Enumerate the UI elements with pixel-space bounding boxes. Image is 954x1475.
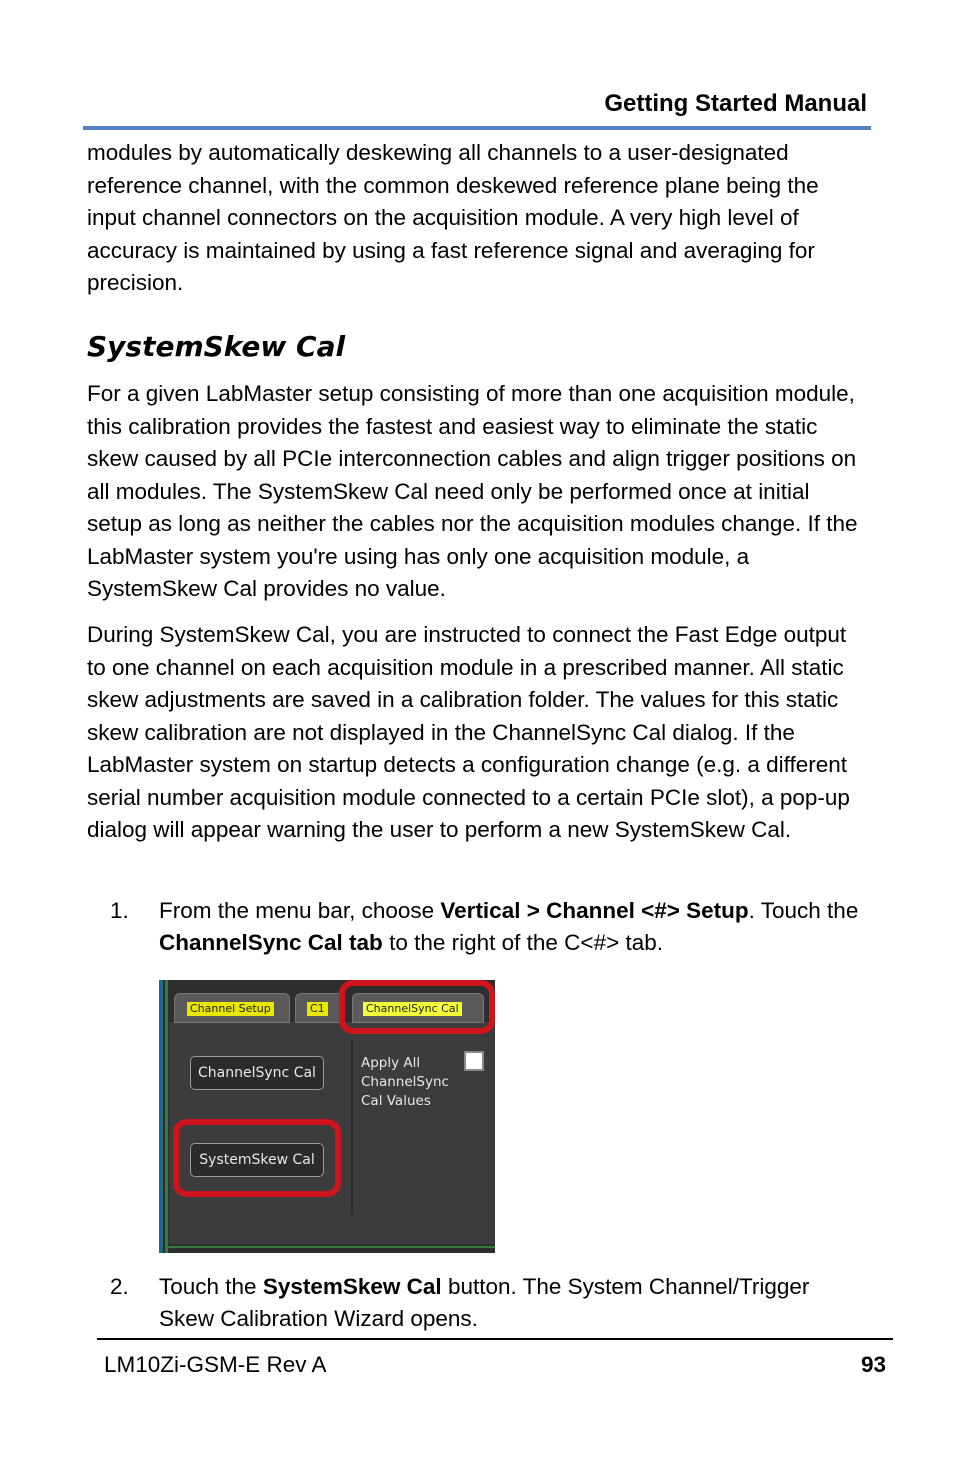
intro-paragraph: modules by automatically deskewing all channels to a user-designated reference channel, with the common deskewed reference plane being the input channel connectors on the acquisition module. A very high level of accuracy is maintained by using a fast reference signal and averaging for precision. <box>87 140 819 295</box>
screen-left-edge <box>159 980 163 1253</box>
step-text <box>159 895 870 959</box>
page-number: 93 <box>860 1352 886 1377</box>
channelsync-screenshot <box>159 980 495 1253</box>
section-paragraph-2: During SystemSkew Cal, you are instructed to connect the Fast Edge output to one channel on each acquisition module in a prescribed manner. All static skew adjustments are saved in a calibration folder. The values for this static skew calibration are not displayed in the ChannelSync Cal dialog. If the LabMaster system on startup detects a configuration change (e.g. a different serial number acquisition module connected to a certain PCIe slot), a pop-up dialog will appear warning the user to perform a new SystemSkew Cal. <box>87 622 850 842</box>
step-bold-part: ChannelSync Cal tab <box>159 930 383 955</box>
step-text <box>159 1271 870 1335</box>
tab-label: C1 <box>307 1002 328 1016</box>
button-highlight <box>173 1119 341 1197</box>
panel-divider <box>351 1040 353 1215</box>
tab-label: ChannelSync Cal <box>363 1002 462 1016</box>
step-bold-part: SystemSkew Cal <box>262 1274 442 1299</box>
channelsync-cal-button[interactable]: ChannelSync Cal <box>190 1056 324 1090</box>
systemskew-cal-button[interactable]: SystemSkew Cal <box>190 1143 324 1177</box>
step-text-part: Touch the <box>159 1274 263 1299</box>
apply-all-checkbox[interactable] <box>464 1051 484 1071</box>
step-text-part: . Touch the <box>748 898 859 923</box>
apply-label-line: ChannelSync <box>361 1074 449 1090</box>
footer-rule <box>97 1338 893 1340</box>
section-paragraph-1: For a given LabMaster setup consisting of more than one acquisition module, this calibration provides the fastest and easiest way to eliminate the static skew caused by all PCIe interconnection cables and align trigger positions on all modules. The SystemSkew Cal need only be performed once at initial setup as long as neither the cables nor the acquisition modules change. If the LabMaster system you're using has only one acquisition module, a SystemSkew Cal provides no value. <box>87 381 858 601</box>
step-number: 1. <box>110 898 129 923</box>
step-text-part: button. The System Channel/Trigger Skew Calibration Wizard opens. <box>159 1274 810 1331</box>
panel-border-bottom <box>165 1246 495 1248</box>
header-rule <box>83 126 871 130</box>
tab-label: Channel Setup <box>187 1002 274 1016</box>
footer-doc-id: LM10Zi-GSM-E Rev A <box>104 1352 327 1377</box>
step-text-part: From the menu bar, choose <box>159 898 441 923</box>
header-title: Getting Started Manual <box>604 90 867 117</box>
panel-border-left <box>165 980 168 1253</box>
tab-c1[interactable] <box>295 993 345 1023</box>
step-text-part: to the right of the C<#> tab. <box>382 930 663 955</box>
apply-all-label <box>361 1054 471 1111</box>
section-heading: SystemSkew Cal <box>87 330 346 363</box>
tab-channel-setup[interactable] <box>174 993 290 1023</box>
step-bold-part: Vertical > Channel <#> Setup <box>440 898 749 923</box>
apply-label-line: Apply All <box>361 1055 421 1071</box>
apply-label-line: Cal Values <box>361 1093 431 1109</box>
tab-highlight <box>339 980 495 1034</box>
step-number: 2. <box>110 1274 129 1299</box>
